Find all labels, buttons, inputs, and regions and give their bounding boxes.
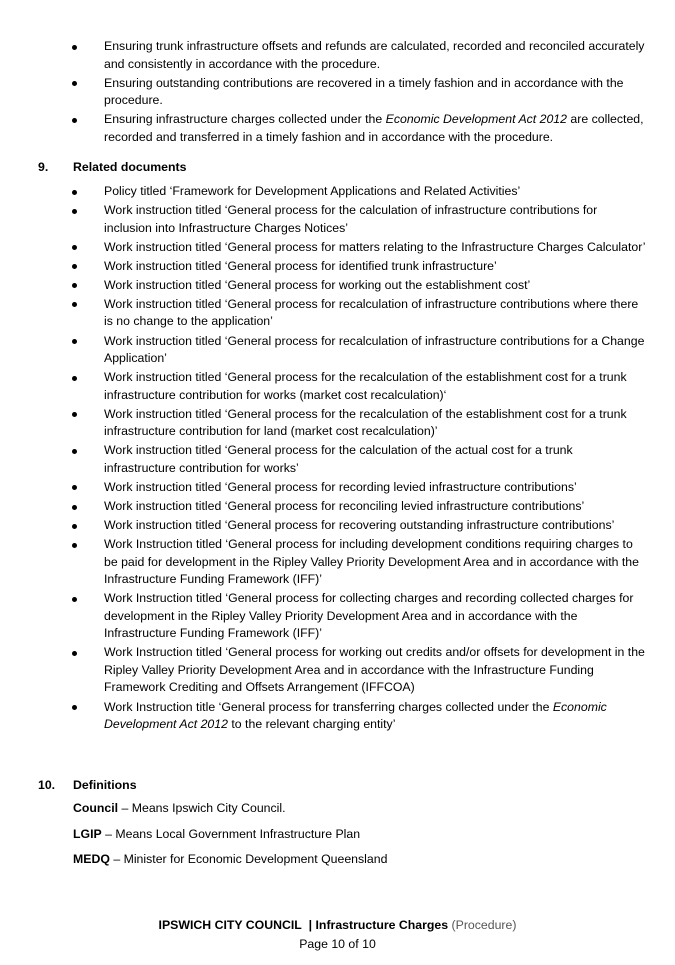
bullet-icon (72, 705, 77, 710)
definition-term: Council (73, 801, 119, 815)
list-item: Work instruction titled ‘General process for the recalculation of the establishment cost for a trunk infrastructure contribution for works (market cost recalculation)‘ (0, 369, 675, 404)
list-item: Policy titled ‘Framework for Development Applications and Related Activities’ (0, 183, 675, 201)
list-item: Work Instruction titled ‘General process for collecting charges and recording collected charges for development in the Ripley Valley Priority Development Area and in accordance with the Infrastructure Funding Framework (IFF)’ (0, 590, 675, 643)
list-item: Work instruction titled ‘General process for the calculation of the actual cost for a trunk infrastructure contribution for works’ (0, 442, 675, 477)
definition-term: LGIP (73, 827, 102, 841)
bullet-icon (72, 412, 77, 417)
bullet-icon (72, 209, 77, 214)
section-9-heading (38, 160, 186, 174)
footer-doc-name: Infrastructure Charges (315, 918, 449, 932)
bullet-icon (72, 118, 77, 123)
bullet-icon (72, 339, 77, 344)
definition-term: MEDQ (73, 852, 110, 866)
list-item: Work Instruction title ‘General process for transferring charges collected under the Economic Development Act 2012 to the relevant charging entity’ (0, 699, 675, 734)
bullet-icon (72, 283, 77, 288)
definition-text: – Means Ipswich City Council. (118, 801, 286, 815)
definition-text: – Minister for Economic Development Queensland (109, 852, 388, 866)
list-item: Ensuring infrastructure charges collected under the Economic Development Act 2012 are collected, recorded and transferred in a timely fashion and in accordance with the procedure. (0, 111, 675, 146)
definition-text: – Means Local Government Infrastructure Plan (101, 827, 361, 841)
list-item: Work instruction titled ‘General process for working out the establishment cost’ (0, 277, 675, 295)
list-item: Work instruction titled ‘General process for matters relating to the Infrastructure Charges Calculator’ (0, 239, 675, 257)
related-documents-list (0, 183, 675, 735)
section-number: 9. (38, 160, 49, 174)
bullet-icon (72, 45, 77, 50)
bullet-icon (72, 245, 77, 250)
bullet-icon (72, 302, 77, 307)
list-item: Ensuring outstanding contributions are recovered in a timely fashion and in accordance with the procedure. (0, 75, 675, 110)
list-item: Work instruction titled ‘General process for reconciling levied infrastructure contributions’ (0, 498, 675, 516)
top-bullet-list (0, 38, 675, 148)
bullet-icon (72, 81, 77, 86)
bullet-icon (72, 264, 77, 269)
footer-org: IPSWICH CITY COUNCIL (158, 918, 302, 932)
section-number: 10. (38, 778, 56, 792)
bullet-icon (72, 651, 77, 656)
page-number: Page 10 of 10 (299, 937, 376, 951)
list-item: Work instruction titled ‘General process for recording levied infrastructure contributions’ (0, 479, 675, 497)
list-item: Work instruction titled ‘General process for the recalculation of the establishment cost for a trunk infrastructure contribution for land (market cost recalculation)’ (0, 406, 675, 441)
list-item: Work instruction titled ‘General process for the calculation of infrastructure contributions for inclusion into Infrastructure Charges Notices’ (0, 202, 675, 237)
footer-doc-type: (Procedure) (451, 918, 517, 932)
bullet-icon (72, 485, 77, 490)
definition-medq (73, 852, 387, 866)
footer-title (0, 918, 675, 932)
list-item: Work instruction titled ‘General process for recalculation of infrastructure contributions for a Change Application’ (0, 333, 675, 368)
bullet-icon (72, 376, 77, 381)
list-item: Work instruction titled ‘General process for recalculation of infrastructure contributions where there is no change to the application’ (0, 296, 675, 331)
bullet-icon (72, 524, 77, 529)
footer-separator: | (308, 918, 313, 932)
list-item: Work Instruction titled ‘General process for working out credits and/or offsets for development in the Ripley Valley Priority Development Area and in accordance with the Infrastructure Funding Framework Crediting and Offsets Arrangement (IFFCOA) (0, 644, 675, 697)
list-item: Ensuring trunk infrastructure offsets and refunds are calculated, recorded and reconciled accurately and consistently in accordance with the procedure. (0, 38, 675, 73)
section-title: Related documents (73, 160, 187, 174)
list-item: Work Instruction titled ‘General process for including development conditions requiring charges to be paid for development in the Ripley Valley Priority Development Area and in accordance with the Infrastructure Funding Framework (IFF)’ (0, 536, 675, 589)
bullet-icon (72, 505, 77, 510)
bullet-icon (72, 597, 77, 602)
bullet-icon (72, 190, 77, 195)
section-title: Definitions (73, 778, 137, 792)
bullet-icon (72, 449, 77, 454)
bullet-icon (72, 543, 77, 548)
section-10-heading (38, 778, 137, 792)
definition-council (73, 801, 286, 815)
list-item: Work instruction titled ‘General process for recovering outstanding infrastructure contributions’ (0, 517, 675, 535)
list-item: Work instruction titled ‘General process for identified trunk infrastructure’ (0, 258, 675, 276)
definition-lgip (73, 827, 360, 841)
